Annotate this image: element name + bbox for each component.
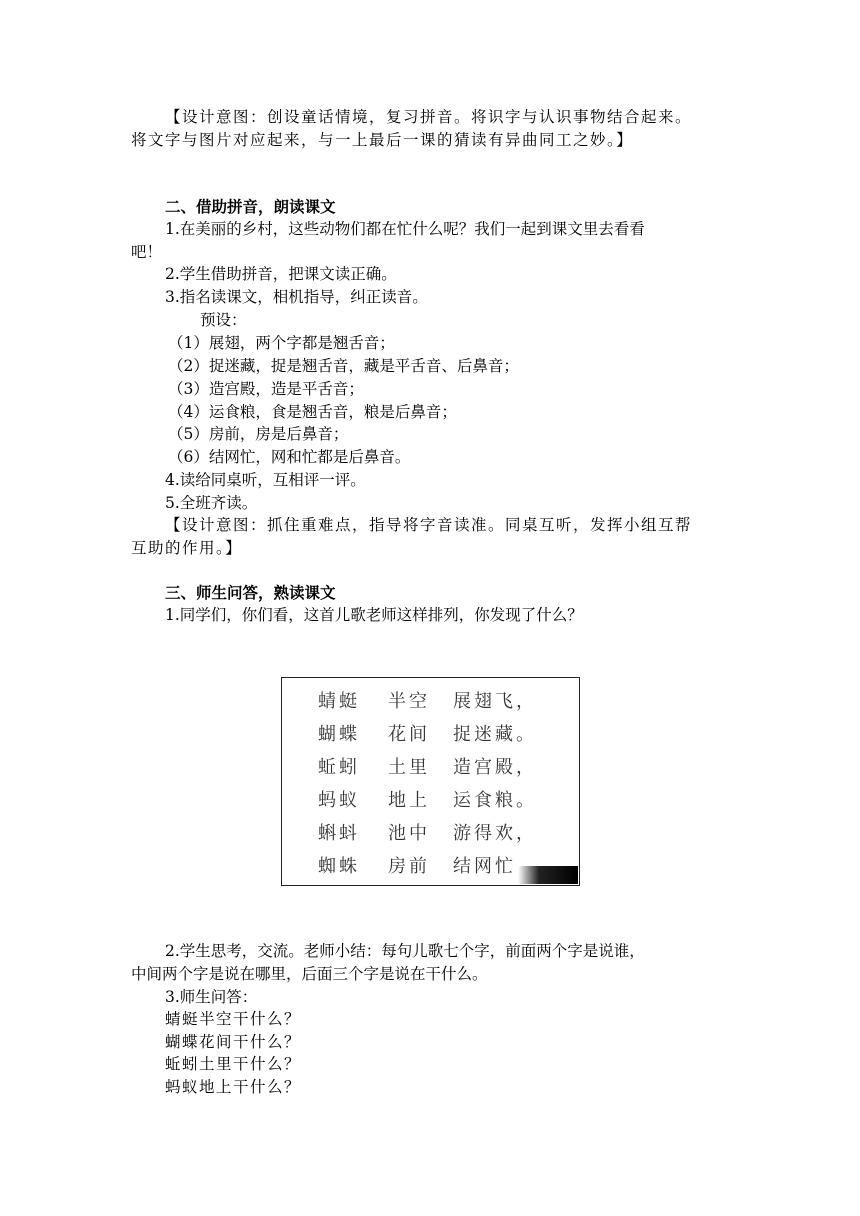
paragraph: 2.学生思考，交流。老师小结：每句儿歌七个字，前面两个字是说谁，	[165, 942, 645, 960]
poem-what: 捉迷藏。	[453, 724, 537, 745]
paragraph: 4.读给同桌听，互相评一评。	[165, 471, 366, 489]
poem-what: 游得欢，	[453, 823, 537, 844]
poem-where: 池中	[388, 823, 430, 844]
list-item: （2）捉迷藏，捉是翘舌音，藏是平舌音、后鼻音；	[168, 357, 519, 375]
design-intent-line: 互助的作用。】	[131, 539, 243, 557]
design-intent-line: 将文字与图片对应起来，与一上最后一课的猜读有异曲同工之妙。】	[131, 131, 634, 149]
poem-who: 蜘蛛	[318, 856, 360, 877]
paragraph: 3.指名读课文，相机指导，纠正读音。	[165, 288, 428, 306]
poem-where: 房前	[388, 856, 430, 877]
paragraph: 3.师生问答：	[165, 988, 258, 1006]
question-line: 蝴蝶花间干什么？	[165, 1033, 302, 1051]
list-item: （4）运食粮，食是翘舌音，粮是后鼻音；	[168, 403, 457, 421]
poem-who: 蝴蝶	[318, 724, 360, 745]
poem-where: 土里	[388, 757, 430, 778]
question-line: 蚂蚁地上干什么？	[165, 1078, 302, 1096]
poem-line	[282, 786, 579, 816]
design-intent-line: 【设计意图：创设童话情境，复习拼音。将识字与认识事物结合起来。	[165, 108, 693, 126]
poem-line	[282, 687, 579, 717]
paragraph: 2.学生借助拼音，把课文读正确。	[165, 265, 397, 283]
preset-label: 预设：	[200, 311, 247, 329]
poem-image	[281, 677, 580, 886]
section-heading: 二、借助拼音，朗读课文	[165, 198, 336, 216]
poem-what: 运食粮。	[453, 790, 537, 811]
paragraph: 1.在美丽的乡村，这些动物们都在忙什么呢？我们一起到课文里去看看	[165, 220, 645, 238]
poem-where: 花间	[388, 724, 430, 745]
poem-who: 蚂蚁	[318, 790, 360, 811]
poem-line	[282, 753, 579, 783]
poem-line	[282, 819, 579, 849]
paragraph: 中间两个字是说在哪里，后面三个字是说在干什么。	[131, 965, 488, 983]
question-line: 蚯蚓土里干什么？	[165, 1055, 302, 1073]
section-heading: 三、师生问答，熟读课文	[165, 584, 336, 602]
paragraph: 吧！	[131, 243, 163, 261]
paragraph: 1.同学们，你们看，这首儿歌老师这样排列，你发现了什么？	[165, 606, 583, 624]
poem-line	[282, 720, 579, 750]
list-item: （6）结网忙，网和忙都是后鼻音。	[168, 448, 411, 466]
poem-what: 结网忙	[453, 856, 516, 877]
question-line: 蜻蜓半空干什么？	[165, 1010, 302, 1028]
image-smudge	[518, 866, 578, 884]
poem-where: 半空	[388, 691, 430, 712]
poem-where: 地上	[388, 790, 430, 811]
list-item: （1）展翅，两个字都是翘舌音；	[168, 334, 395, 352]
design-intent-line: 【设计意图：抓住重难点，指导将字音读准。同桌互听，发挥小组互帮	[165, 516, 693, 534]
poem-who: 蜻蜓	[318, 691, 360, 712]
paragraph: 5.全班齐读。	[165, 494, 258, 512]
poem-what: 展翅飞，	[453, 691, 537, 712]
list-item: （5）房前，房是后鼻音；	[168, 425, 349, 443]
poem-what: 造宫殿，	[453, 757, 537, 778]
list-item: （3）造宫殿，造是平舌音；	[168, 380, 364, 398]
poem-who: 蝌蚪	[318, 823, 360, 844]
poem-who: 蚯蚓	[318, 757, 360, 778]
